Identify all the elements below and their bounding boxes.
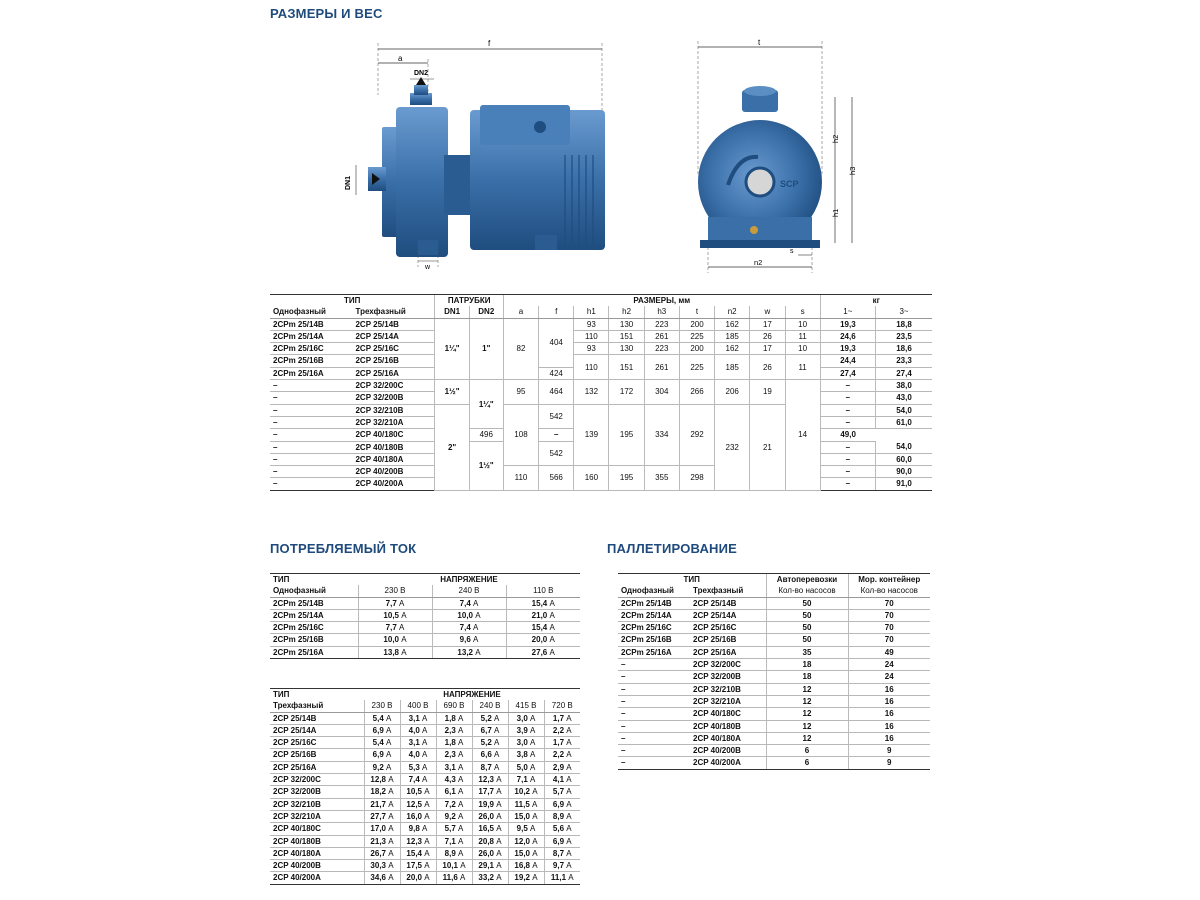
table-row: 2CP 40/200A 34,6 А 20,0 А 11,6 А 33,2 А 19,2 А 11,1 А (270, 872, 580, 884)
dims-title: РАЗМЕРЫ И ВЕС (270, 6, 383, 21)
brand-text: SCP (780, 179, 799, 189)
table-row: – 2CP 40/180C 12 16 (618, 708, 930, 720)
table-row: 2CPm 25/16A 13,8 А 13,2 А 27,6 А (270, 646, 580, 658)
dim-f-label: f (488, 39, 491, 48)
table-row: 2CPm 25/14B 2CP 25/14B 1¼" 1" 82 404 93 130 223 200 162 17 10 19,3 18,8 (270, 318, 932, 330)
dn1-label: DN1 (345, 175, 352, 190)
dim-s-label: s (790, 248, 794, 255)
table-row: – 2CP 32/210A 12 16 (618, 695, 930, 707)
table-row: – 2CP 32/200C 1½" 1¼" 95 464 132 172 304 266 206 19 14 – 38,0 (270, 380, 932, 392)
table-row: 2CPm 25/16C 2CP 25/16C 50 70 (618, 622, 930, 634)
table-row: 2CP 32/210A 27,7 А 16,0 А 9,2 А 26,0 А 15,0 А 8,9 А (270, 810, 580, 822)
table-row: 2CPm 25/14B 2CP 25/14B 50 70 (618, 597, 930, 609)
table-row: 2CP 40/200B 30,3 А 17,5 А 10,1 А 29,1 А 16,8 А 9,7 А (270, 860, 580, 872)
table-row: – 2CP 40/180C 496 – 49,0 (270, 429, 932, 441)
table-row: 2CPm 25/16B 10,0 А 9,6 А 20,0 А (270, 634, 580, 646)
current-three-table: ТИП НАПРЯЖЕНИЕ Трехфазный 230 В 400 В 690 В 240 В 415 В 720 В 2CP 25/14B 5,4 А 3,1 А 1,8 А 5,2 А 3,0 А 1,7 А 2CP 25/14A 6,9 А 4,0 А 2,3 А 6,7 А 3,9 А 2,2 А 2CP 25/16C 5,4 А 3,1 А 1,8 А 5,2 А 3,0 А 1,7 А 2CP 25/16B 6,9 А 4,0 А 2,3 А 6,6 А 3,8 А 2,2 А 2CP 25/16A 9,2 А 5,3 А 3,1 А 8,7 А 5,0 А 2,9 А 2CP 32/200C 12,8 А 7,4 А 4,3 А 12,3 А 7,1 А 4,1 А 2CP 32/200B 18,2 А 10,5 А 6,1 А 17,7 А 10,2 А 5,7 А 2CP 32/210B 21,7 А 12,5 А 7,2 А 19,9 А 11,5 А 6,9 А 2CP 32/210A 27,7 А 16,0 А 9,2 А 26,0 А 15,0 А 8,9 А 2CP 40/180C 17,0 А 9,8 А 5,7 А 16,5 А 9,5 А 5,6 А 2CP 40/180B 21,3 А 12,3 А 7,1 А 20,8 А 12,0 А 6,9 А 2CP 40/180A 26,7 А 15,4 А 8,9 А 26,0 А 15,0 А 8,7 А 2CP 40/200B 30,3 А 17,5 А 10,1 А 29,1 А 16,8 А 9,7 А 2CP 40/200A 34,6 А 20,0 А 11,6 А 33,2 А 19,2 А 11,1 А (270, 688, 580, 885)
dim-w-label: w (425, 264, 431, 270)
table-row: 2CP 25/14B 5,4 А 3,1 А 1,8 А 5,2 А 3,0 А 1,7 А (270, 712, 580, 724)
table-row: 2CPm 25/14B 7,7 А 7,4 А 15,4 А (270, 597, 580, 609)
table-row: – 2CP 40/180B 1½" 542 – 54,0 (270, 441, 932, 453)
table-row: – 2CP 40/180B 12 16 (618, 720, 930, 732)
hdr-nozzles: ПАТРУБКИ (435, 295, 503, 307)
table-row: 2CPm 25/14A 10,5 А 10,0 А 21,0 А (270, 609, 580, 621)
table-row: – 2CP 40/200B 110 566 160 195 355 298 – 90,0 (270, 466, 932, 478)
dimensions-table (270, 294, 932, 491)
table-row: 2CP 25/14A 6,9 А 4,0 А 2,3 А 6,7 А 3,9 А 2,2 А (270, 724, 580, 736)
table-row: – 2CP 40/200A 6 9 (618, 757, 930, 769)
dim-t-label: t (758, 38, 761, 47)
table-row: 2CPm 25/14A 2CP 25/14A 110 151 261 225 185 26 11 24,6 23,5 (270, 330, 932, 342)
pump-side-diagram (340, 35, 620, 270)
table-row: – 2CP 32/200C 18 24 (618, 659, 930, 671)
table-row: 2CP 32/210B 21,7 А 12,5 А 7,2 А 19,9 А 11,5 А 6,9 А (270, 798, 580, 810)
current-single-table: ТИП НАПРЯЖЕНИЕ Однофазный 230 В 240 В 110 В 2CPm 25/14B 7,7 А 7,4 А 15,4 А 2CPm 25/14A 10,5 А 10,0 А 21,0 А 2CPm 25/16C 7,7 А 7,4 А 15,4 А 2CPm 25/16B 10,0 А 9,6 А 20,0 А 2CPm 25/16A 13,8 А 13,2 А 27,6 А (270, 573, 580, 659)
table-row: 2CPm 25/16C 7,7 А 7,4 А 15,4 А (270, 622, 580, 634)
table-row: 2CP 25/16C 5,4 А 3,1 А 1,8 А 5,2 А 3,0 А 1,7 А (270, 737, 580, 749)
table-row: – 2CP 32/200B 18 24 (618, 671, 930, 683)
table-row: 2CP 25/16B 6,9 А 4,0 А 2,3 А 6,6 А 3,8 А 2,2 А (270, 749, 580, 761)
table-row: 2CP 32/200C 12,8 А 7,4 А 4,3 А 12,3 А 7,1 А 4,1 А (270, 774, 580, 786)
table-row: 2CP 25/16A 9,2 А 5,3 А 3,1 А 8,7 А 5,0 А 2,9 А (270, 761, 580, 773)
table-row: 2CP 40/180B 21,3 А 12,3 А 7,1 А 20,8 А 12,0 А 6,9 А (270, 835, 580, 847)
dn2-label: DN2 (414, 70, 429, 77)
table-row: – 2CP 40/180A 12 16 (618, 732, 930, 744)
hdr-type: ТИП (270, 295, 435, 307)
hdr-sizes: РАЗМЕРЫ, мм (503, 295, 820, 307)
table-row: 2CP 40/180C 17,0 А 9,8 А 5,7 А 16,5 А 9,5 А 5,6 А (270, 823, 580, 835)
table-row: – 2CP 32/210B 12 16 (618, 683, 930, 695)
pump-front-diagram (680, 35, 870, 275)
table-row: 2CPm 25/16A 2CP 25/16A 424 27,4 27,4 (270, 367, 932, 379)
table-row: – 2CP 40/200B 6 9 (618, 745, 930, 757)
dims-column-header: Однофазный Трехфазный DN1 DN2 a f h1 h2 h3 t n2 w s 1~ 3~ (270, 306, 932, 318)
dim-n2-label: n2 (754, 258, 763, 267)
dim-a-label: a (398, 54, 403, 63)
dims-group-header (270, 295, 932, 307)
hdr-kg: кг (820, 295, 932, 307)
table-row: – 2CP 32/210B 2" 108 542 139 195 334 292 232 21 – 54,0 (270, 404, 932, 416)
pallet-title: ПАЛЛЕТИРОВАНИЕ (607, 541, 738, 556)
table-row: 2CP 32/200B 18,2 А 10,5 А 6,1 А 17,7 А 10,2 А 5,7 А (270, 786, 580, 798)
table-row: 2CP 40/180A 26,7 А 15,4 А 8,9 А 26,0 А 15,0 А 8,7 А (270, 847, 580, 859)
table-row: 2CPm 25/16B 2CP 25/16B 50 70 (618, 634, 930, 646)
pallet-table: ТИП Автоперевозки Мор. контейнер Однофазный Трехфазный Кол-во насосов Кол-во насосов 2CPm 25/14B 2CP 25/14B 50 70 2CPm 25/14A 2CP 25/14A 50 70 2CPm 25/16C 2CP 25/16C 50 70 2CPm 25/16B 2CP 25/16B 50 70 2CPm 25/16A 2CP 25/16A 35 49 – 2CP 32/200C 18 24 – 2CP 32/200B 18 24 – 2CP 32/210B 12 16 – 2CP 32/210A 12 16 – 2CP 40/180C 12 16 – 2CP 40/180B 12 16 – 2CP 40/180A 12 16 – 2CP 40/200B 6 9 – 2CP 40/200A 6 9 (618, 573, 930, 770)
table-row: – 2CP 32/200B – 43,0 (270, 392, 932, 404)
dim-h1-label: h1 (831, 208, 840, 217)
dim-h2-label: h2 (831, 134, 840, 143)
table-row: 2CPm 25/16A 2CP 25/16A 35 49 (618, 646, 930, 658)
table-row: – 2CP 40/180A – 60,0 (270, 453, 932, 465)
table-row: – 2CP 32/210A – 61,0 (270, 416, 932, 428)
table-row: 2CPm 25/16C 2CP 25/16C 93 130 223 200 162 17 10 19,3 18,6 (270, 343, 932, 355)
table-row: – 2CP 40/200A – 91,0 (270, 478, 932, 490)
current-title: ПОТРЕБЛЯЕМЫЙ ТОК (270, 541, 417, 556)
table-row: 2CPm 25/16B 2CP 25/16B 110 151 261 225 185 26 11 24,4 23,3 (270, 355, 932, 367)
dim-h3-label: h3 (848, 166, 857, 175)
table-row: 2CPm 25/14A 2CP 25/14A 50 70 (618, 609, 930, 621)
